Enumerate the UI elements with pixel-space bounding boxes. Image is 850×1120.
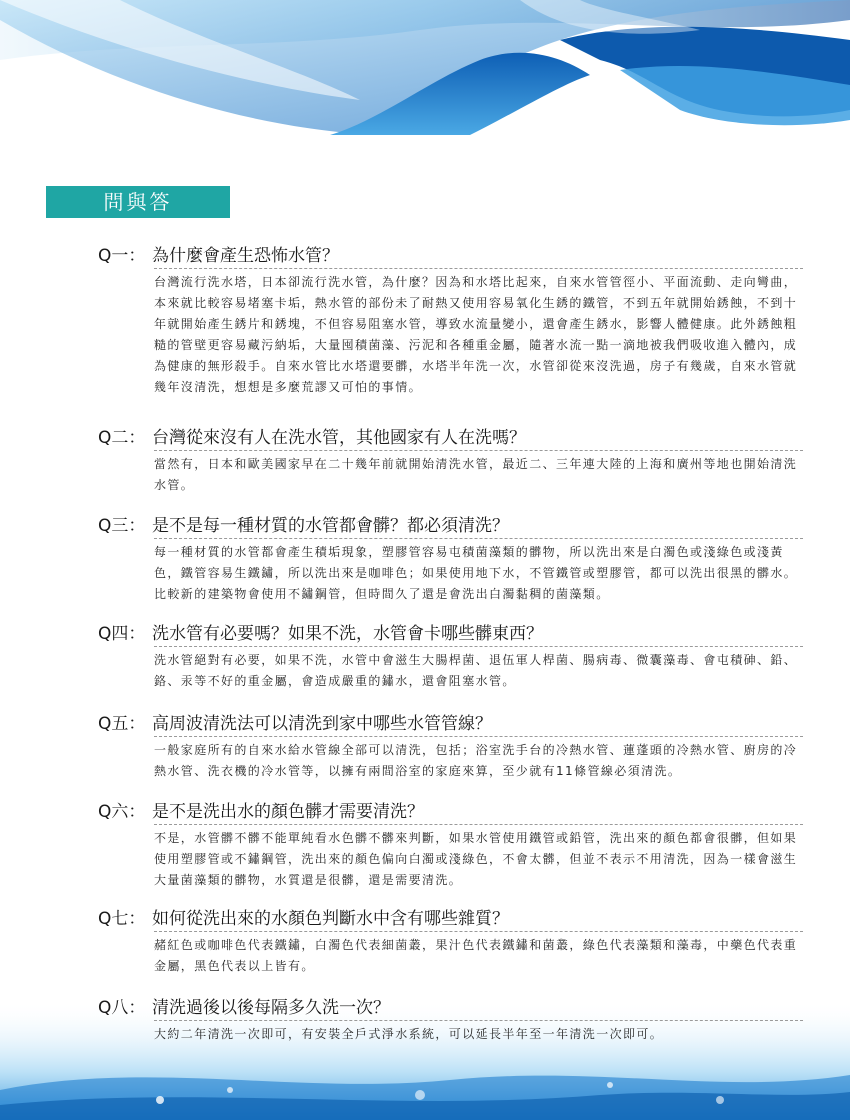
question-text: 為什麼會產生恐怖水管？: [152, 246, 339, 266]
question-text: 清洗過後以後每隔多久洗一次？: [152, 998, 390, 1018]
qa-item-3: [98, 515, 803, 605]
question-number: Q五：: [98, 714, 146, 734]
question: [98, 623, 803, 645]
top-water-wave-graphic: [0, 0, 850, 140]
question-number: Q八：: [98, 998, 146, 1018]
answer-text: 赭紅色或咖啡色代表鐵鏽，白濁色代表細菌叢，果汁色代表鐵鏽和菌叢，綠色代表藻類和藻毒，中藥色代表重金屬，黑色代表以上皆有。: [154, 931, 803, 977]
question-number: Q一：: [98, 246, 146, 266]
section-title-banner: 問與答: [46, 186, 230, 218]
answer-text: 每一種材質的水管都會產生積垢現象，塑膠管容易屯積菌藻類的髒物，所以洗出來是白濁色或淺綠色或淺黃色，鐵管容易生鐵鏽，所以洗出來是咖啡色；如果使用地下水，不管鐵管或塑膠管，都可以洗出很黑的髒水。比較新的建築物會使用不鏽鋼管，但時間久了還是會洗出白濁黏稠的菌藻類。: [154, 538, 803, 605]
question: [98, 713, 803, 735]
qa-item-7: [98, 908, 803, 977]
answer-text: 一般家庭所有的自來水給水管線全部可以清洗，包括；浴室洗手台的冷熱水管、蓮蓬頭的冷熱水管、廚房的冷熱水管、洗衣機的冷水管等，以擁有兩間浴室的家庭來算，至少就有11條管線必須清洗。: [154, 736, 803, 782]
question-text: 如何從洗出來的水顏色判斷水中含有哪些雜質？: [152, 909, 509, 929]
answer-text: 洗水管絕對有必要，如果不洗，水管中會滋生大腸桿菌、退伍軍人桿菌、腸病毒、微囊藻毒、會屯積砷、鉛、鉻、汞等不好的重金屬，會造成嚴重的鏽水，還會阻塞水管。: [154, 646, 803, 692]
answer-text: 大約二年清洗一次即可，有安裝全戶式淨水系統，可以延長半年至一年清洗一次即可。: [154, 1020, 803, 1045]
question: [98, 245, 803, 267]
question-text: 是不是每一種材質的水管都會髒？都必須清洗？: [152, 516, 509, 536]
question-number: Q六：: [98, 802, 146, 822]
question-text: 洗水管有必要嗎？如果不洗，水管會卡哪些髒東西？: [152, 624, 543, 644]
qa-item-4: [98, 623, 803, 692]
question: [98, 427, 803, 449]
qa-item-5: [98, 713, 803, 782]
question: [98, 997, 803, 1019]
answer-text: 不是，水管髒不髒不能單純看水色髒不髒來判斷，如果水管使用鐵管或鉛管，洗出來的顏色都會很髒，但如果使用塑膠管或不鏽鋼管，洗出來的顏色偏向白濁或淺綠色，不會太髒，但並不表示不用清洗，因為一樣會滋生大量菌藻類的髒物，水質還是很髒，還是需要清洗。: [154, 824, 803, 891]
question-number: Q四：: [98, 624, 146, 644]
question: [98, 908, 803, 930]
question-text: 高周波清洗法可以清洗到家中哪些水管管線？: [152, 714, 492, 734]
qa-item-6: [98, 801, 803, 891]
question: [98, 801, 803, 823]
question-text: 台灣從來沒有人在洗水管，其他國家有人在洗嗎？: [152, 428, 526, 448]
question: [98, 515, 803, 537]
qa-item-2: [98, 427, 803, 496]
answer-text: 當然有，日本和歐美國家早在二十幾年前就開始清洗水管，最近二、三年連大陸的上海和廣州等地也開始清洗水管。: [154, 450, 803, 496]
answer-text: 台灣流行洗水塔，日本卻流行洗水管，為什麼？因為和水塔比起來，自來水管管徑小、平面流動、走向彎曲，本來就比較容易堵塞卡垢，熱水管的部份未了耐熱又使用容易氧化生銹的鐵管，不到五年就開始銹蝕，不到十年就開始產生銹片和銹塊，不但容易阻塞水管，導致水流量變小，還會產生銹水，影響人體健康。此外銹蝕粗糙的管壁更容易藏污納垢，大量囤積菌藻、污泥和各種重金屬，隨著水流一點一滴地被我們吸收進入體內，成為健康的無形殺手。自來水管比水塔還要髒，水塔半年洗一次，水管卻從來沒洗過，房子有幾歲，自來水管就幾年沒清洗，想想是多麼荒謬又可怕的事情。: [154, 268, 803, 398]
qa-item-1: [98, 245, 803, 398]
question-number: Q七：: [98, 909, 146, 929]
question-text: 是不是洗出水的顏色髒才需要清洗？: [152, 802, 424, 822]
question-number: Q三：: [98, 516, 146, 536]
question-number: Q二：: [98, 428, 146, 448]
qa-item-8: [98, 997, 803, 1045]
